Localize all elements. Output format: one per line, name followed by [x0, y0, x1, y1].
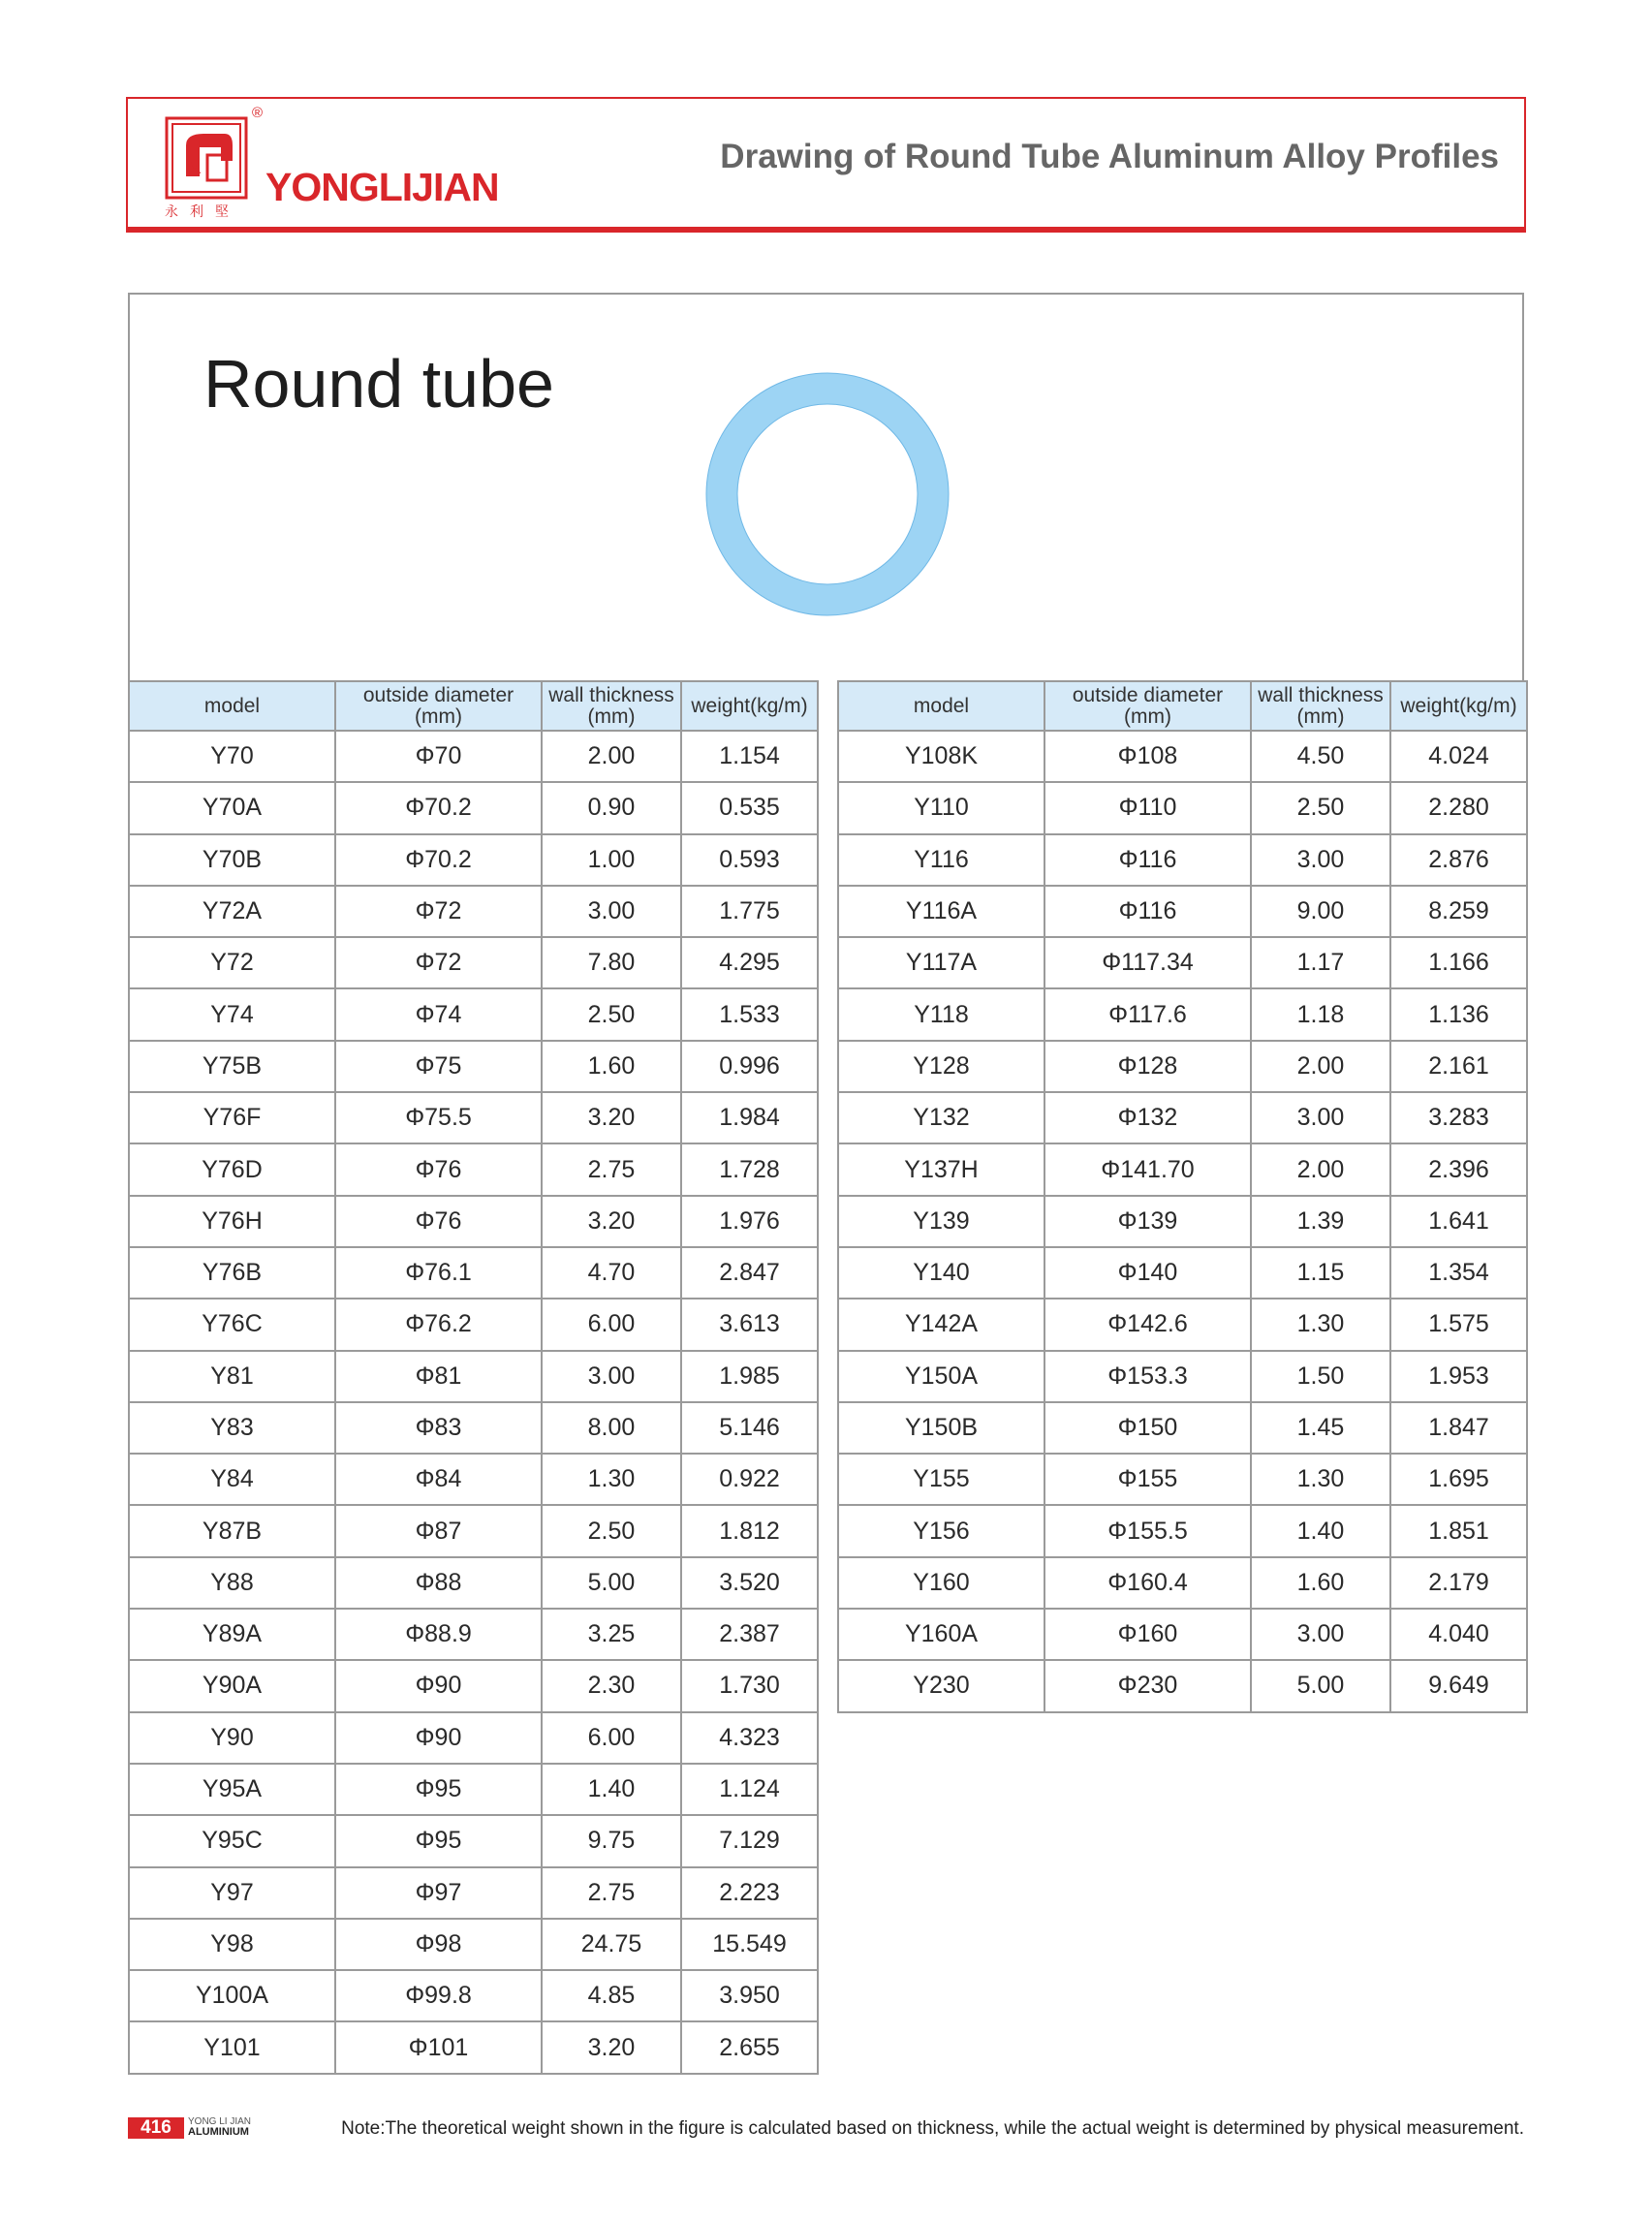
cell-weight: 0.593 — [681, 834, 818, 886]
table-row — [129, 1092, 818, 1143]
cell-weight: 1.730 — [681, 1660, 818, 1711]
cell-outside-diameter: Φ95 — [335, 1815, 542, 1866]
cell-outside-diameter: Φ76 — [335, 1196, 542, 1247]
table-row — [838, 1041, 1527, 1092]
cell-weight: 1.166 — [1390, 937, 1527, 988]
cell-outside-diameter: Φ88.9 — [335, 1609, 542, 1660]
cell-model: Y76D — [129, 1143, 335, 1195]
header-model: model — [129, 681, 335, 731]
cell-wall-thickness: 24.75 — [542, 1919, 681, 1970]
cell-weight: 1.154 — [681, 731, 818, 782]
cell-model: Y95C — [129, 1815, 335, 1866]
cell-weight: 2.655 — [681, 2021, 818, 2073]
table-row — [129, 1609, 818, 1660]
cell-wall-thickness: 2.00 — [1251, 1041, 1390, 1092]
cell-wall-thickness: 5.00 — [1251, 1660, 1390, 1711]
spec-table-left — [128, 680, 819, 2075]
cell-model: Y140 — [838, 1247, 1044, 1299]
cell-weight: 2.223 — [681, 1867, 818, 1919]
logo-chinese-name: 永利堅 — [165, 204, 240, 220]
cell-weight: 1.641 — [1390, 1196, 1527, 1247]
cell-model: Y72A — [129, 886, 335, 937]
cell-outside-diameter: Φ76.2 — [335, 1299, 542, 1350]
cell-model: Y116A — [838, 886, 1044, 937]
cell-weight: 9.649 — [1390, 1660, 1527, 1711]
cell-outside-diameter: Φ95 — [335, 1764, 542, 1815]
cell-weight: 4.040 — [1390, 1609, 1527, 1660]
cell-model: Y132 — [838, 1092, 1044, 1143]
cell-weight: 1.984 — [681, 1092, 818, 1143]
cell-model: Y160 — [838, 1557, 1044, 1609]
cell-outside-diameter: Φ142.6 — [1044, 1299, 1251, 1350]
cell-weight: 1.136 — [1390, 988, 1527, 1040]
page-header-title: Drawing of Round Tube Aluminum Alloy Profiles — [720, 138, 1499, 175]
header-weight: weight(kg/m) — [681, 681, 818, 731]
table-row — [129, 1764, 818, 1815]
cell-model: Y76B — [129, 1247, 335, 1299]
table-row — [838, 834, 1527, 886]
cell-weight: 2.876 — [1390, 834, 1527, 886]
cell-outside-diameter: Φ160 — [1044, 1609, 1251, 1660]
cell-model: Y139 — [838, 1196, 1044, 1247]
table-row — [129, 937, 818, 988]
cell-model: Y90A — [129, 1660, 335, 1711]
table-row — [838, 988, 1527, 1040]
table-row — [129, 1299, 818, 1350]
cell-weight: 2.161 — [1390, 1041, 1527, 1092]
cell-outside-diameter: Φ110 — [1044, 782, 1251, 833]
table-row — [838, 1454, 1527, 1505]
cell-wall-thickness: 6.00 — [542, 1712, 681, 1764]
cell-model: Y100A — [129, 1970, 335, 2021]
cell-weight: 1.851 — [1390, 1505, 1527, 1556]
table-row — [129, 731, 818, 782]
cell-weight: 2.396 — [1390, 1143, 1527, 1195]
table-row — [129, 1143, 818, 1195]
header-wt-line1: wall thickness — [548, 683, 674, 706]
company-logo-icon — [165, 116, 248, 200]
cell-weight: 7.129 — [681, 1815, 818, 1866]
cell-outside-diameter: Φ150 — [1044, 1402, 1251, 1454]
cell-model: Y95A — [129, 1764, 335, 1815]
cell-wall-thickness: 3.20 — [542, 1196, 681, 1247]
table-row — [129, 834, 818, 886]
table-row — [129, 1660, 818, 1711]
table-row — [129, 1557, 818, 1609]
cell-wall-thickness: 2.00 — [542, 731, 681, 782]
cell-weight: 4.024 — [1390, 731, 1527, 782]
cell-model: Y156 — [838, 1505, 1044, 1556]
table-row — [129, 1815, 818, 1866]
footer-note: Note:The theoretical weight shown in the figure is calculated based on thickness, while the actual weight is determined by physical measurement. — [341, 2118, 1524, 2139]
cell-wall-thickness: 1.40 — [1251, 1505, 1390, 1556]
cell-weight: 1.976 — [681, 1196, 818, 1247]
footer-brand-line1: YONG LI JIAN — [188, 2116, 252, 2127]
cell-model: Y72 — [129, 937, 335, 988]
cell-wall-thickness: 1.39 — [1251, 1196, 1390, 1247]
cell-wall-thickness: 1.30 — [542, 1454, 681, 1505]
cell-weight: 1.533 — [681, 988, 818, 1040]
header-od-line2: (mm) — [415, 704, 462, 728]
table-row — [129, 1919, 818, 1970]
cell-wall-thickness: 9.75 — [542, 1815, 681, 1866]
cell-outside-diameter: Φ155 — [1044, 1454, 1251, 1505]
cell-weight: 2.387 — [681, 1609, 818, 1660]
cell-model: Y108K — [838, 731, 1044, 782]
cell-model: Y83 — [129, 1402, 335, 1454]
table-row — [129, 2021, 818, 2073]
cell-outside-diameter: Φ116 — [1044, 834, 1251, 886]
cell-wall-thickness: 1.50 — [1251, 1351, 1390, 1402]
cell-outside-diameter: Φ75.5 — [335, 1092, 542, 1143]
header-model: model — [838, 681, 1044, 731]
cell-weight: 5.146 — [681, 1402, 818, 1454]
cell-wall-thickness: 7.80 — [542, 937, 681, 988]
cell-wall-thickness: 1.30 — [1251, 1454, 1390, 1505]
cell-model: Y142A — [838, 1299, 1044, 1350]
cell-wall-thickness: 2.50 — [542, 988, 681, 1040]
cell-model: Y117A — [838, 937, 1044, 988]
cell-outside-diameter: Φ153.3 — [1044, 1351, 1251, 1402]
cell-wall-thickness: 4.85 — [542, 1970, 681, 2021]
cell-wall-thickness: 5.00 — [542, 1557, 681, 1609]
cell-weight: 1.575 — [1390, 1299, 1527, 1350]
cell-wall-thickness: 4.50 — [1251, 731, 1390, 782]
cell-wall-thickness: 6.00 — [542, 1299, 681, 1350]
cell-model: Y70B — [129, 834, 335, 886]
cell-weight: 2.847 — [681, 1247, 818, 1299]
cell-weight: 0.535 — [681, 782, 818, 833]
cell-model: Y76C — [129, 1299, 335, 1350]
cell-model: Y97 — [129, 1867, 335, 1919]
cell-weight: 1.354 — [1390, 1247, 1527, 1299]
cell-model: Y88 — [129, 1557, 335, 1609]
cell-wall-thickness: 3.00 — [542, 886, 681, 937]
cell-model: Y110 — [838, 782, 1044, 833]
registered-mark: ® — [252, 105, 264, 121]
cell-wall-thickness: 1.30 — [1251, 1299, 1390, 1350]
cell-model: Y87B — [129, 1505, 335, 1556]
footer-brand-line2: ALUMINIUM — [188, 2126, 249, 2138]
cell-wall-thickness: 3.25 — [542, 1609, 681, 1660]
brand-name: YONGLIJIAN — [265, 165, 499, 209]
cell-model: Y81 — [129, 1351, 335, 1402]
cell-outside-diameter: Φ160.4 — [1044, 1557, 1251, 1609]
cell-wall-thickness: 1.17 — [1251, 937, 1390, 988]
table-row — [129, 1505, 818, 1556]
cell-wall-thickness: 9.00 — [1251, 886, 1390, 937]
cell-weight: 1.124 — [681, 1764, 818, 1815]
cell-outside-diameter: Φ230 — [1044, 1660, 1251, 1711]
cell-wall-thickness: 3.00 — [1251, 834, 1390, 886]
cell-outside-diameter: Φ116 — [1044, 886, 1251, 937]
cell-outside-diameter: Φ101 — [335, 2021, 542, 2073]
cell-outside-diameter: Φ108 — [1044, 731, 1251, 782]
cell-outside-diameter: Φ72 — [335, 886, 542, 937]
table-header-row — [129, 681, 818, 731]
table-row — [838, 1092, 1527, 1143]
spec-table-right — [837, 680, 1528, 1713]
table-row — [129, 886, 818, 937]
table-row — [838, 1299, 1527, 1350]
cell-weight: 3.950 — [681, 1970, 818, 2021]
table-row — [838, 937, 1527, 988]
cell-weight: 3.283 — [1390, 1092, 1527, 1143]
table-row — [838, 1609, 1527, 1660]
cell-model: Y76F — [129, 1092, 335, 1143]
cell-weight: 4.323 — [681, 1712, 818, 1764]
cell-model: Y70 — [129, 731, 335, 782]
cell-weight: 2.179 — [1390, 1557, 1527, 1609]
header-outside-diameter — [1044, 681, 1251, 731]
cell-outside-diameter: Φ140 — [1044, 1247, 1251, 1299]
cell-outside-diameter: Φ141.70 — [1044, 1143, 1251, 1195]
section-title: Round tube — [203, 346, 554, 422]
cell-weight: 0.922 — [681, 1454, 818, 1505]
cell-wall-thickness: 2.75 — [542, 1143, 681, 1195]
cell-weight: 1.812 — [681, 1505, 818, 1556]
profile-drawing-panel — [128, 293, 1524, 680]
cell-wall-thickness: 2.50 — [542, 1505, 681, 1556]
header-weight: weight(kg/m) — [1390, 681, 1527, 731]
cell-wall-thickness: 4.70 — [542, 1247, 681, 1299]
cell-wall-thickness: 1.60 — [1251, 1557, 1390, 1609]
cell-model: Y75B — [129, 1041, 335, 1092]
cell-model: Y101 — [129, 2021, 335, 2073]
cell-outside-diameter: Φ117.34 — [1044, 937, 1251, 988]
cell-wall-thickness: 3.20 — [542, 2021, 681, 2073]
cell-model: Y155 — [838, 1454, 1044, 1505]
table-row — [838, 1660, 1527, 1711]
table-row — [838, 886, 1527, 937]
cell-weight: 2.280 — [1390, 782, 1527, 833]
cell-wall-thickness: 3.00 — [1251, 1092, 1390, 1143]
table-row — [838, 1247, 1527, 1299]
cell-outside-diameter: Φ74 — [335, 988, 542, 1040]
cell-outside-diameter: Φ139 — [1044, 1196, 1251, 1247]
table-row — [129, 782, 818, 833]
cell-model: Y70A — [129, 782, 335, 833]
cell-model: Y98 — [129, 1919, 335, 1970]
table-row — [838, 1351, 1527, 1402]
table-row — [129, 1041, 818, 1092]
header-wt-line2: (mm) — [1296, 704, 1345, 728]
cell-wall-thickness: 3.00 — [1251, 1609, 1390, 1660]
cell-wall-thickness: 2.00 — [1251, 1143, 1390, 1195]
cell-outside-diameter: Φ99.8 — [335, 1970, 542, 2021]
cell-model: Y90 — [129, 1712, 335, 1764]
cell-outside-diameter: Φ70.2 — [335, 782, 542, 833]
cell-weight: 4.295 — [681, 937, 818, 988]
cell-weight: 8.259 — [1390, 886, 1527, 937]
cell-weight: 15.549 — [681, 1919, 818, 1970]
cell-wall-thickness: 3.20 — [542, 1092, 681, 1143]
table-row — [838, 1505, 1527, 1556]
cell-model: Y118 — [838, 988, 1044, 1040]
table-row — [129, 1402, 818, 1454]
cell-weight: 3.520 — [681, 1557, 818, 1609]
header-od-line2: (mm) — [1124, 704, 1171, 728]
footer-brand — [188, 2116, 251, 2138]
table-row — [838, 1143, 1527, 1195]
table-row — [838, 1196, 1527, 1247]
header-wt-line2: (mm) — [587, 704, 636, 728]
cell-weight: 1.985 — [681, 1351, 818, 1402]
cell-weight: 1.695 — [1390, 1454, 1527, 1505]
cell-outside-diameter: Φ76 — [335, 1143, 542, 1195]
cell-outside-diameter: Φ98 — [335, 1919, 542, 1970]
cell-model: Y137H — [838, 1143, 1044, 1195]
cell-wall-thickness: 2.75 — [542, 1867, 681, 1919]
cell-outside-diameter: Φ70.2 — [335, 834, 542, 886]
table-row — [838, 1402, 1527, 1454]
table-header-row — [838, 681, 1527, 731]
cell-outside-diameter: Φ128 — [1044, 1041, 1251, 1092]
cell-model: Y76H — [129, 1196, 335, 1247]
cell-wall-thickness: 8.00 — [542, 1402, 681, 1454]
header-od-line1: outside diameter — [362, 683, 514, 706]
cell-outside-diameter: Φ155.5 — [1044, 1505, 1251, 1556]
svg-text:乂: 乂 — [188, 161, 202, 176]
cell-outside-diameter: Φ90 — [335, 1712, 542, 1764]
cell-model: Y128 — [838, 1041, 1044, 1092]
cell-wall-thickness: 3.00 — [542, 1351, 681, 1402]
header-od-line1: outside diameter — [1072, 683, 1224, 706]
table-row — [838, 731, 1527, 782]
table-row — [129, 1454, 818, 1505]
cell-wall-thickness: 0.90 — [542, 782, 681, 833]
cell-wall-thickness: 1.45 — [1251, 1402, 1390, 1454]
cell-wall-thickness: 2.50 — [1251, 782, 1390, 833]
cell-outside-diameter: Φ132 — [1044, 1092, 1251, 1143]
cell-weight: 1.728 — [681, 1143, 818, 1195]
cell-weight: 3.613 — [681, 1299, 818, 1350]
cell-outside-diameter: Φ72 — [335, 937, 542, 988]
cell-model: Y150B — [838, 1402, 1044, 1454]
header-outside-diameter — [335, 681, 542, 731]
cell-wall-thickness: 2.30 — [542, 1660, 681, 1711]
table-row — [129, 1247, 818, 1299]
cell-outside-diameter: Φ97 — [335, 1867, 542, 1919]
cell-model: Y150A — [838, 1351, 1044, 1402]
cell-model: Y116 — [838, 834, 1044, 886]
cell-outside-diameter: Φ84 — [335, 1454, 542, 1505]
cell-outside-diameter: Φ90 — [335, 1660, 542, 1711]
tube-ring-inner-edge — [737, 404, 918, 584]
header-wall-thickness — [542, 681, 681, 731]
table-row — [129, 1196, 818, 1247]
cell-model: Y160A — [838, 1609, 1044, 1660]
page-header — [126, 97, 1526, 233]
header-wall-thickness — [1251, 681, 1390, 731]
cell-outside-diameter: Φ88 — [335, 1557, 542, 1609]
cell-wall-thickness: 1.18 — [1251, 988, 1390, 1040]
cell-weight: 0.996 — [681, 1041, 818, 1092]
cell-outside-diameter: Φ75 — [335, 1041, 542, 1092]
cell-weight: 1.847 — [1390, 1402, 1527, 1454]
table-row — [838, 1557, 1527, 1609]
cell-model: Y89A — [129, 1609, 335, 1660]
table-row — [129, 1970, 818, 2021]
cell-model: Y230 — [838, 1660, 1044, 1711]
header-wt-line1: wall thickness — [1258, 683, 1384, 706]
table-row — [129, 1351, 818, 1402]
cell-wall-thickness: 1.00 — [542, 834, 681, 886]
tube-ring-shape — [722, 389, 933, 600]
table-row — [838, 782, 1527, 833]
cell-outside-diameter: Φ83 — [335, 1402, 542, 1454]
cell-outside-diameter: Φ117.6 — [1044, 988, 1251, 1040]
cell-wall-thickness: 1.15 — [1251, 1247, 1390, 1299]
round-tube-cross-section — [705, 372, 950, 616]
cell-wall-thickness: 1.40 — [542, 1764, 681, 1815]
cell-outside-diameter: Φ70 — [335, 731, 542, 782]
table-row — [129, 1712, 818, 1764]
table-row — [129, 988, 818, 1040]
cell-model: Y84 — [129, 1454, 335, 1505]
table-row — [129, 1867, 818, 1919]
cell-outside-diameter: Φ81 — [335, 1351, 542, 1402]
cell-model: Y74 — [129, 988, 335, 1040]
cell-weight: 1.775 — [681, 886, 818, 937]
cell-wall-thickness: 1.60 — [542, 1041, 681, 1092]
page-number: 416 — [128, 2117, 184, 2139]
cell-weight: 1.953 — [1390, 1351, 1527, 1402]
cell-outside-diameter: Φ76.1 — [335, 1247, 542, 1299]
cell-outside-diameter: Φ87 — [335, 1505, 542, 1556]
